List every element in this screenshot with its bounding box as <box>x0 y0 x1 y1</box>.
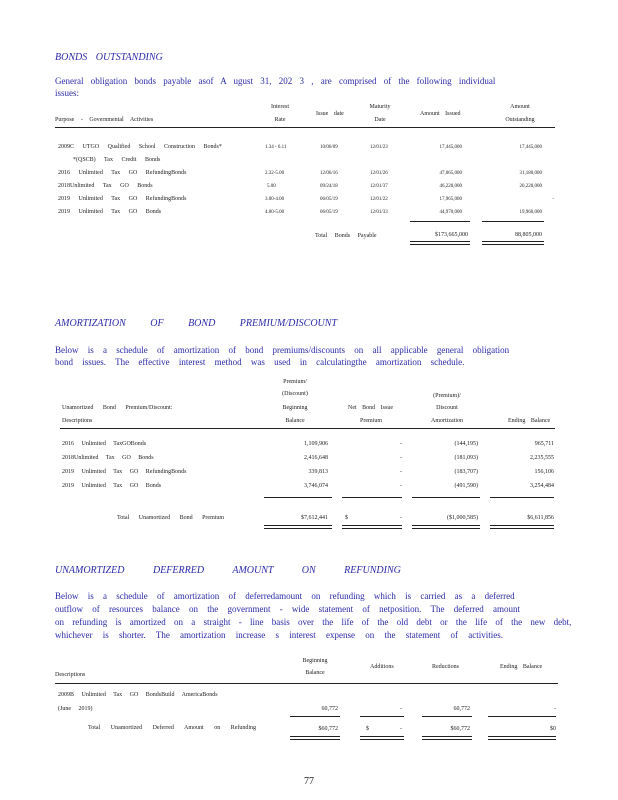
deferred-hdr-ending-balance: Ending Balance <box>500 664 543 670</box>
amort-hdr-premium-b: (Discount) <box>282 391 308 397</box>
amort-row-beginning: 3,746,074 <box>304 483 328 489</box>
deferred-row-reductions: 60,772 <box>453 706 470 712</box>
deferred-total-beginning: $60,772 <box>318 726 338 732</box>
deferred-row-desc1: 2009B Unlimited Tax GO BondsBuild AmericaBonds <box>58 692 218 698</box>
bonds-hdr-amount-out-bottom: Outstanding <box>505 117 535 123</box>
bonds-intro-line2: issues: <box>55 88 80 98</box>
bonds-hdr-interest-top: Interest <box>271 104 289 110</box>
amort-hdr-premium: Premium <box>360 418 382 424</box>
bonds-row-rate: 4.00-5.00 <box>265 210 285 215</box>
bonds-row-outstanding: - <box>552 197 554 202</box>
bonds-total-outstanding: 88,805,000 <box>515 232 542 238</box>
amort-row-desc: 2016 Unlimited TaxGOBonds <box>62 441 147 447</box>
amort-row-desc: 2018Unlimited Tax GO Bonds <box>62 455 154 461</box>
amort-hdr-net-bond-issue: Net Bond Issue <box>348 405 393 411</box>
deferred-total-ending: $0 <box>550 726 556 732</box>
deferred-total-additions: - <box>400 726 402 732</box>
deferred-line1: Below is a schedule of amortization of deferredamount on refunding which is carried as a deferred <box>55 591 515 601</box>
deferred-row-beginning: 60,772 <box>321 706 338 712</box>
deferred-hdr-descriptions: Descriptions <box>55 672 86 678</box>
amort-hdr-premium-a: Premium/ <box>283 379 307 385</box>
deferred-hdr-beginning: Beginning <box>302 658 328 664</box>
amort-row-ending: 965,711 <box>534 441 554 447</box>
amort-total-net-sign: $ <box>345 515 348 521</box>
amort-total-amort: ($1,000,585) <box>447 515 478 521</box>
amort-hdr-unamortized: Unamortized Bond Premium/Discount: <box>62 405 173 411</box>
amort-row-desc: 2019 Unlimited Tax GO RefundingBonds <box>62 469 187 475</box>
bonds-row-issue: 06/05/19 <box>320 197 338 202</box>
bonds-total-issued: $173,665,000 <box>435 232 468 238</box>
amort-heading: AMORTIZATION OF BOND PREMIUM/DISCOUNT <box>55 318 338 329</box>
bonds-row-maturity: 12/01/33 <box>370 210 388 215</box>
bonds-row-issued: 46,220,000 <box>439 184 462 189</box>
deferred-hdr-additions: Additions <box>370 664 394 670</box>
deferred-row-ending: - <box>554 706 556 712</box>
page-number: 77 <box>304 776 314 787</box>
deferred-line2: outflow of resources balance on the government - wide statement of netposition. The deferred amount <box>55 604 520 614</box>
bonds-hdr-interest-bottom: Rate <box>274 117 286 123</box>
amort-row-net: - <box>400 455 402 461</box>
amort-total-beginning: $7,612,441 <box>301 515 328 521</box>
amort-row-ending: 3,254,484 <box>530 483 554 489</box>
bonds-row-issued: 17,965,000 <box>439 197 462 202</box>
amort-row-desc: 2019 Unlimited Tax GO Bonds <box>62 483 162 489</box>
amort-row-ending: 2,235,555 <box>530 455 554 461</box>
deferred-hdr-reductions: Reductions <box>432 664 459 670</box>
amort-row-amort: (491,590) <box>454 483 478 489</box>
bonds-row-purpose: 2018Unlimited Tax GO Bonds <box>58 183 153 189</box>
bonds-row-purpose: 2019 Unlimited Tax GO Bonds <box>58 209 162 215</box>
bonds-intro-line1: General obligation bonds payable asof A ugust 31, 202 3 , are comprised of the following individual <box>55 76 496 86</box>
amort-intro-line2: bond issues. The effective interest method was used in calculatingthe amortization schedule. <box>55 357 465 367</box>
deferred-row-desc2: (June 2019) <box>58 706 93 712</box>
bonds-row-maturity: 12/01/26 <box>370 171 388 176</box>
amort-total-net: - <box>400 515 402 521</box>
amort-row-ending: 156,106 <box>534 469 554 475</box>
amort-row-beginning: 2,416,648 <box>304 455 328 461</box>
bonds-row-rate: 3.00-4.00 <box>265 197 285 202</box>
bonds-total-label: Total Bonds Payable <box>315 233 377 239</box>
bonds-heading: BONDS OUTSTANDING <box>55 52 163 63</box>
bonds-hdr-maturity-bottom: Date <box>374 117 386 123</box>
bonds-row-maturity: 12/01/22 <box>370 197 388 202</box>
deferred-line4: whichever is shorter. The amortization increase s interest expense on the statement of activities. <box>55 630 503 640</box>
bonds-row-issued: 17,445,000 <box>439 145 462 150</box>
amort-hdr-discount: Discount <box>436 405 458 411</box>
amort-hdr-beginning: Beginning <box>282 405 308 411</box>
amort-hdr-ending-balance: Ending Balance <box>508 418 551 424</box>
bonds-row-outstanding: 31,180,000 <box>519 171 542 176</box>
amort-row-net: - <box>400 483 402 489</box>
bonds-row-purpose: *(QSCB) Tax Credit Bonds <box>73 157 161 163</box>
deferred-total-add-sign: $ <box>366 726 369 732</box>
bonds-row-rate: 2.32-5.00 <box>265 171 285 176</box>
amort-row-net: - <box>400 441 402 447</box>
bonds-row-purpose: 2019 Unlimited Tax GO RefundingBonds <box>58 196 187 202</box>
bonds-row-purpose: 2009C UTGO Qualified School Construction Bonds* <box>58 144 222 150</box>
bonds-row-maturity: 12/01/23 <box>370 145 388 150</box>
amort-hdr-descriptions: Descriptions <box>62 418 93 424</box>
bonds-row-purpose: 2016 Unlimited Tax GO RefundingBonds <box>58 170 187 176</box>
deferred-total-label: Total Unamortized Deferred Amount on Refunding <box>88 725 257 731</box>
amort-hdr-prem-a: (Premium)/ <box>433 393 461 399</box>
bonds-hdr-maturity-top: Maturity <box>369 104 391 110</box>
bonds-row-rate: 1.34 - 6.11 <box>265 145 287 150</box>
deferred-row-additions: - <box>400 706 402 712</box>
deferred-total-reductions: $60,772 <box>450 726 470 732</box>
bonds-hdr-amount-out-top: Amount <box>510 104 530 110</box>
deferred-line3: on refunding is amortized on a straight - line basis over the life of the old debt or the life of the new debt, <box>55 617 572 627</box>
bonds-row-rate: 5.00 <box>267 184 276 189</box>
bonds-hdr-issue-date: Issue date <box>316 111 344 117</box>
bonds-row-issued: 47,065,000 <box>439 171 462 176</box>
amort-row-amort: (181,093) <box>454 455 478 461</box>
bonds-row-issued: 44,970,000 <box>439 210 462 215</box>
bonds-row-issue: 10/06/09 <box>320 145 338 150</box>
bonds-hdr-amount-issued: Amount Issued <box>420 111 461 117</box>
amort-row-amort: (144,195) <box>454 441 478 447</box>
bonds-row-issue: 09/24/18 <box>320 184 338 189</box>
amort-row-beginning: 339,813 <box>308 469 328 475</box>
amort-row-net: - <box>400 469 402 475</box>
amort-hdr-amortization: Amortization <box>431 418 463 424</box>
bonds-row-issue: 06/05/19 <box>320 210 338 215</box>
bonds-row-maturity: 12/01/37 <box>370 184 388 189</box>
deferred-hdr-balance: Balance <box>305 670 325 676</box>
amort-row-beginning: 1,109,906 <box>304 441 328 447</box>
amort-total-label: Total Unamortized Bond Premium <box>117 515 225 521</box>
amort-total-ending: $6,611,856 <box>527 515 554 521</box>
bonds-row-outstanding: 17,445,000 <box>519 145 542 150</box>
bonds-row-issue: 12/06/16 <box>320 171 338 176</box>
amort-row-amort: (183,707) <box>454 469 478 475</box>
amort-hdr-balance: Balance <box>285 418 305 424</box>
bonds-hdr-purpose: Purpose - Governmental Activities <box>55 117 154 123</box>
bonds-row-outstanding: 19,960,000 <box>519 210 542 215</box>
deferred-heading: UNAMORTIZED DEFERRED AMOUNT ON REFUNDING <box>55 565 401 576</box>
amort-intro-line1: Below is a schedule of amortization of bond premiums/discounts on all applicable general obligation <box>55 345 510 355</box>
bonds-row-outstanding: 20,220,000 <box>519 184 542 189</box>
